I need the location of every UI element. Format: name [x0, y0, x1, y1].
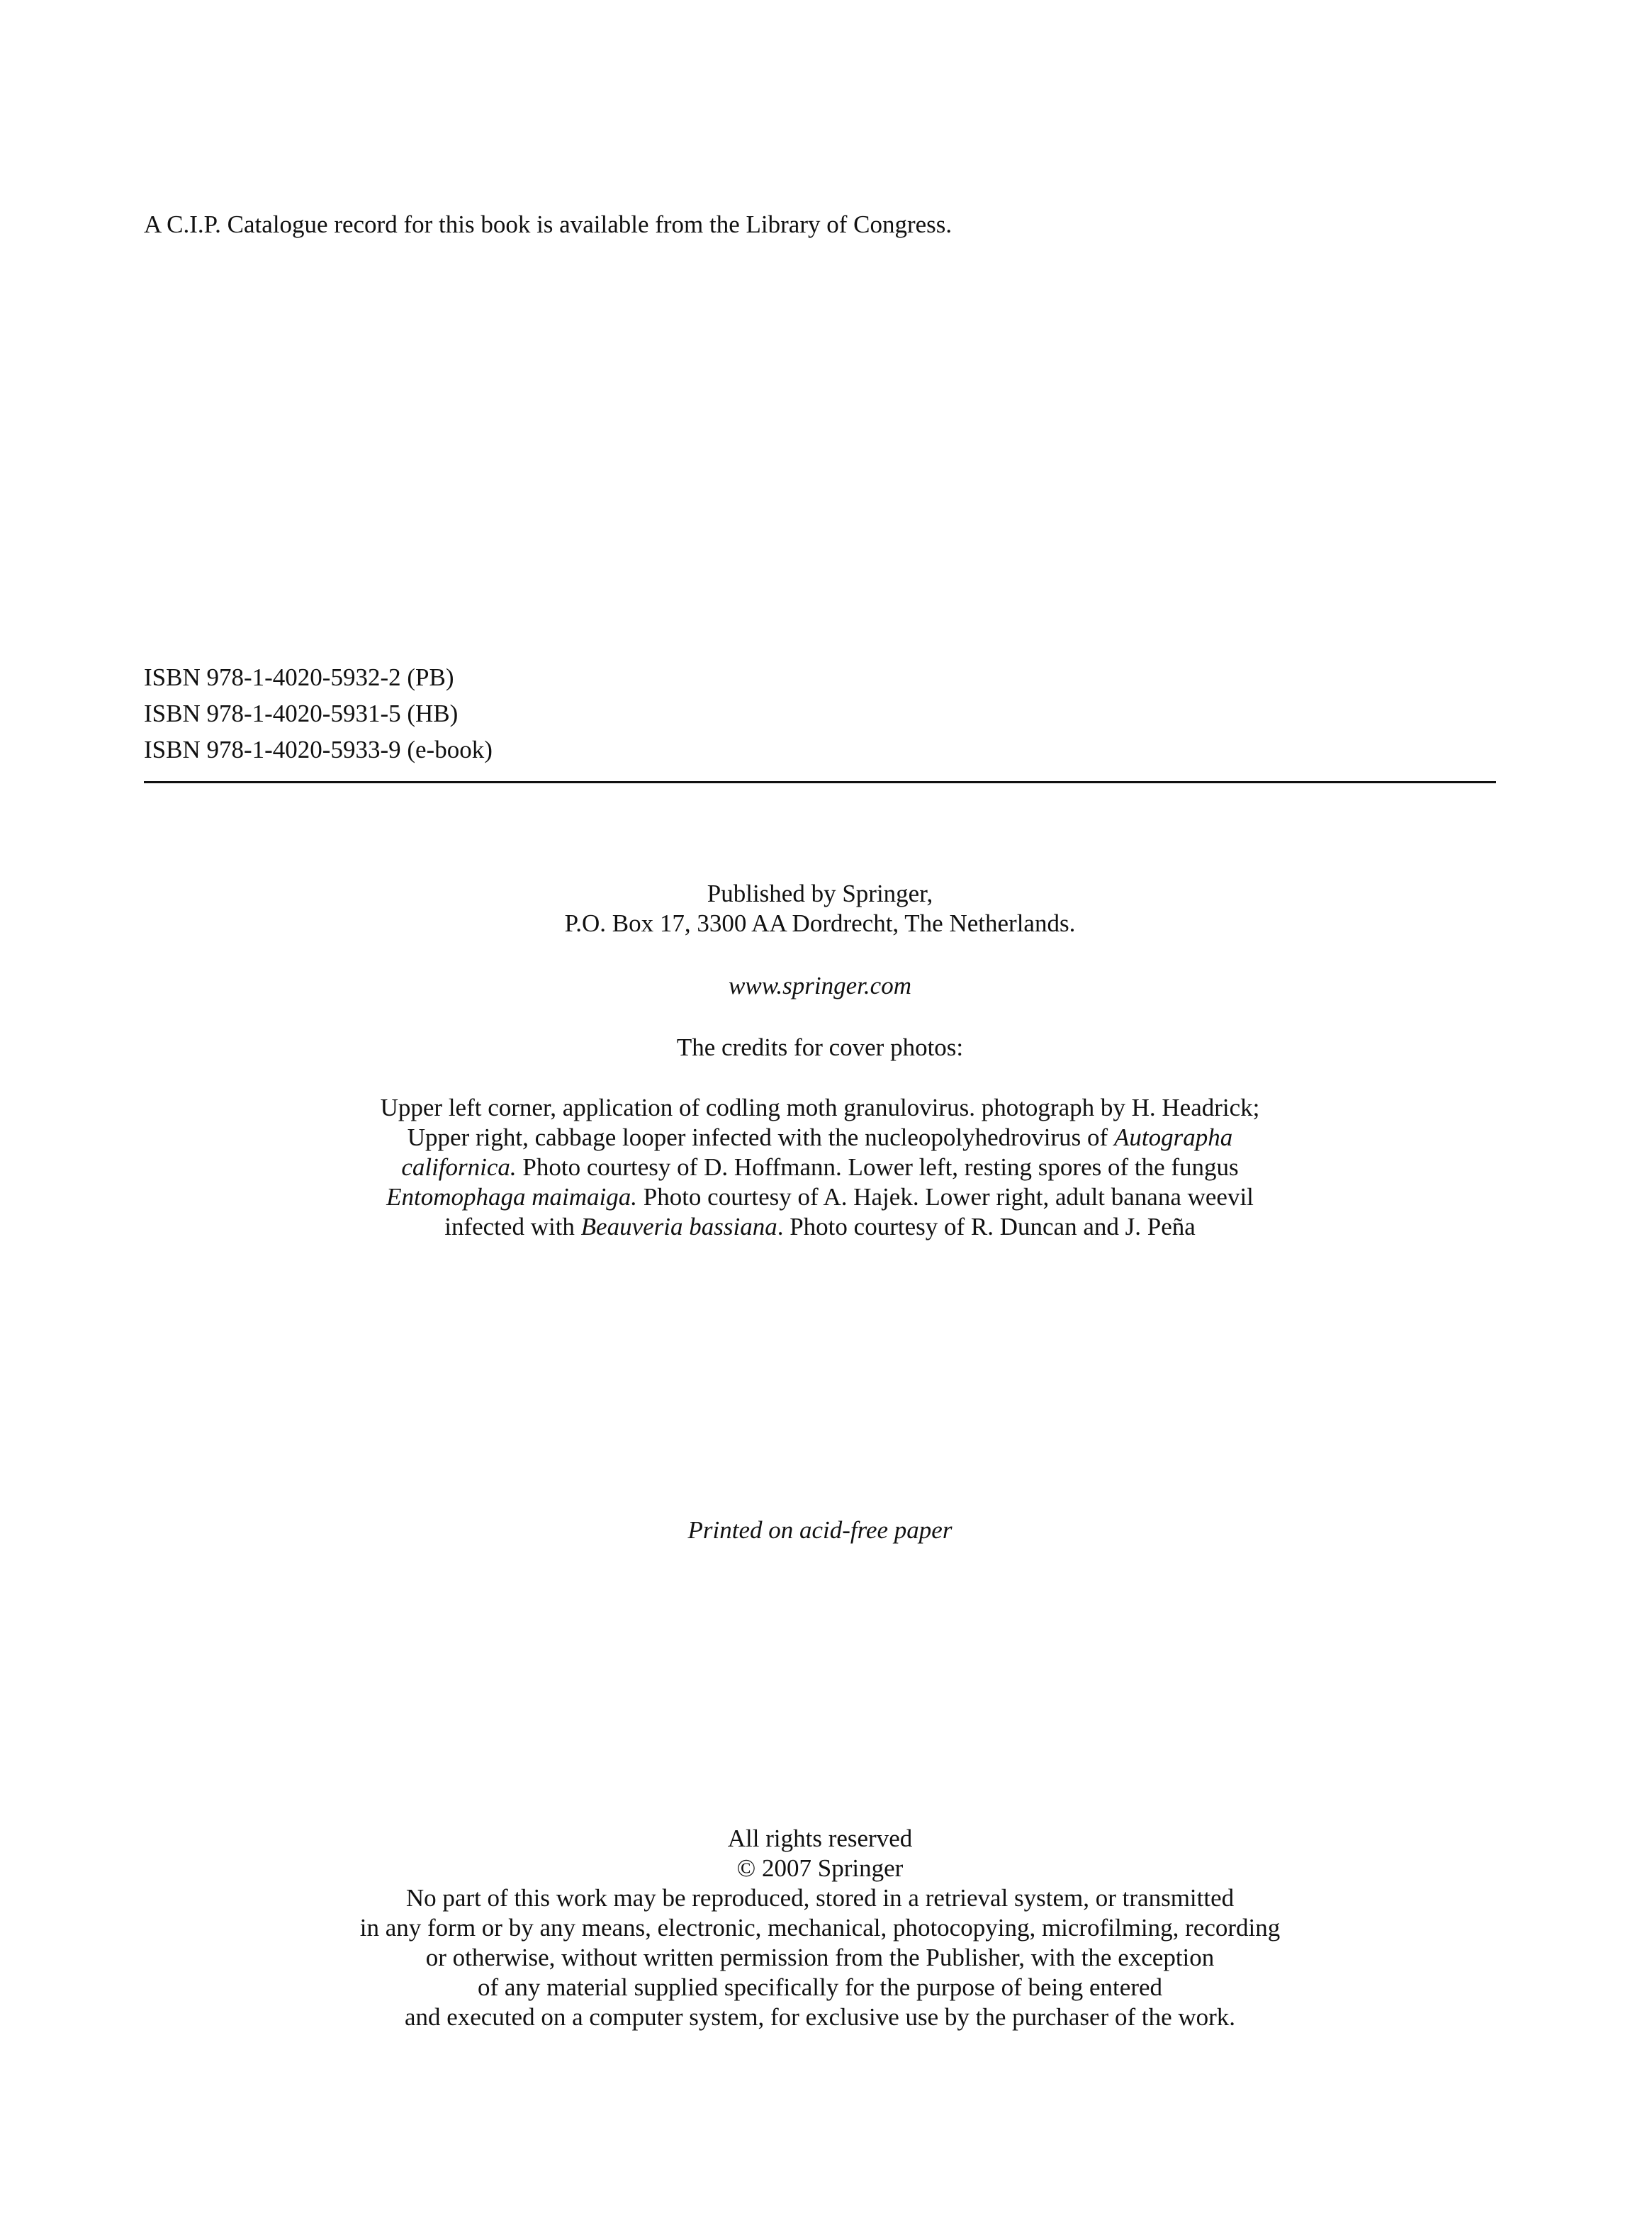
credits-line — [144, 1093, 1496, 1123]
credits-text: Photo courtesy of D. Hoffmann. Lower left, resting spores of the fungus — [516, 1153, 1239, 1181]
cover-credits — [144, 1093, 1496, 1242]
printed-note: Printed on acid-free paper — [687, 1516, 953, 1544]
rights-text: of any material supplied specifically for the purpose of being entered — [477, 1973, 1163, 2001]
isbn-paperback: ISBN 978-1-4020-5932-2 (PB) — [144, 663, 454, 691]
credits-text: Upper right, cabbage looper infected with the nucleopolyhedrovirus of — [407, 1124, 1114, 1151]
species-name: Beauveria bassiana — [580, 1213, 777, 1240]
credits-text: Upper left corner, application of codling moth granulovirus. photograph by H. Headrick; — [380, 1094, 1260, 1121]
credits-line — [144, 1182, 1496, 1212]
rights-notice — [144, 1824, 1496, 2032]
copyright-line: © 2007 Springer — [736, 1854, 904, 1882]
credits-text: Photo courtesy of A. Hajek. Lower right, adult banana weevil — [636, 1183, 1254, 1211]
credits-text: infected with — [444, 1213, 581, 1240]
cover-credits-heading: The credits for cover photos: — [676, 1033, 964, 1061]
divider-rule — [144, 781, 1496, 783]
credits-line — [144, 1153, 1496, 1182]
isbn-hardback: ISBN 978-1-4020-5931-5 (HB) — [144, 700, 459, 727]
credits-line — [144, 1123, 1496, 1153]
rights-text: and executed on a computer system, for exclusive use by the purchaser of the work. — [404, 2003, 1236, 2031]
publisher-info — [144, 879, 1496, 938]
species-name: californica. — [401, 1153, 517, 1181]
rights-text: or otherwise, without written permission from the Publisher, with the exception — [425, 1944, 1215, 1971]
rights-text: in any form or by any means, electronic, mechanical, photocopying, microfilming, recording — [359, 1914, 1281, 1942]
rights-text: No part of this work may be reproduced, stored in a retrieval system, or transmitted — [405, 1884, 1235, 1912]
isbn-list — [144, 659, 994, 768]
rights-reserved: All rights reserved — [727, 1825, 913, 1852]
publisher-address: P.O. Box 17, 3300 AA Dordrecht, The Netherlands. — [564, 909, 1076, 937]
cip-notice: A C.I.P. Catalogue record for this book is available from the Library of Congress. — [144, 211, 953, 238]
publisher-website: www.springer.com — [729, 972, 911, 999]
species-name: Autographa — [1113, 1124, 1233, 1151]
isbn-ebook: ISBN 978-1-4020-5933-9 (e-book) — [144, 736, 493, 763]
credits-line — [144, 1212, 1496, 1242]
credits-text: . Photo courtesy of R. Duncan and J. Peña — [777, 1213, 1196, 1240]
publisher-name: Published by Springer, — [707, 880, 933, 907]
species-name: Entomophaga maimaiga. — [386, 1183, 637, 1211]
